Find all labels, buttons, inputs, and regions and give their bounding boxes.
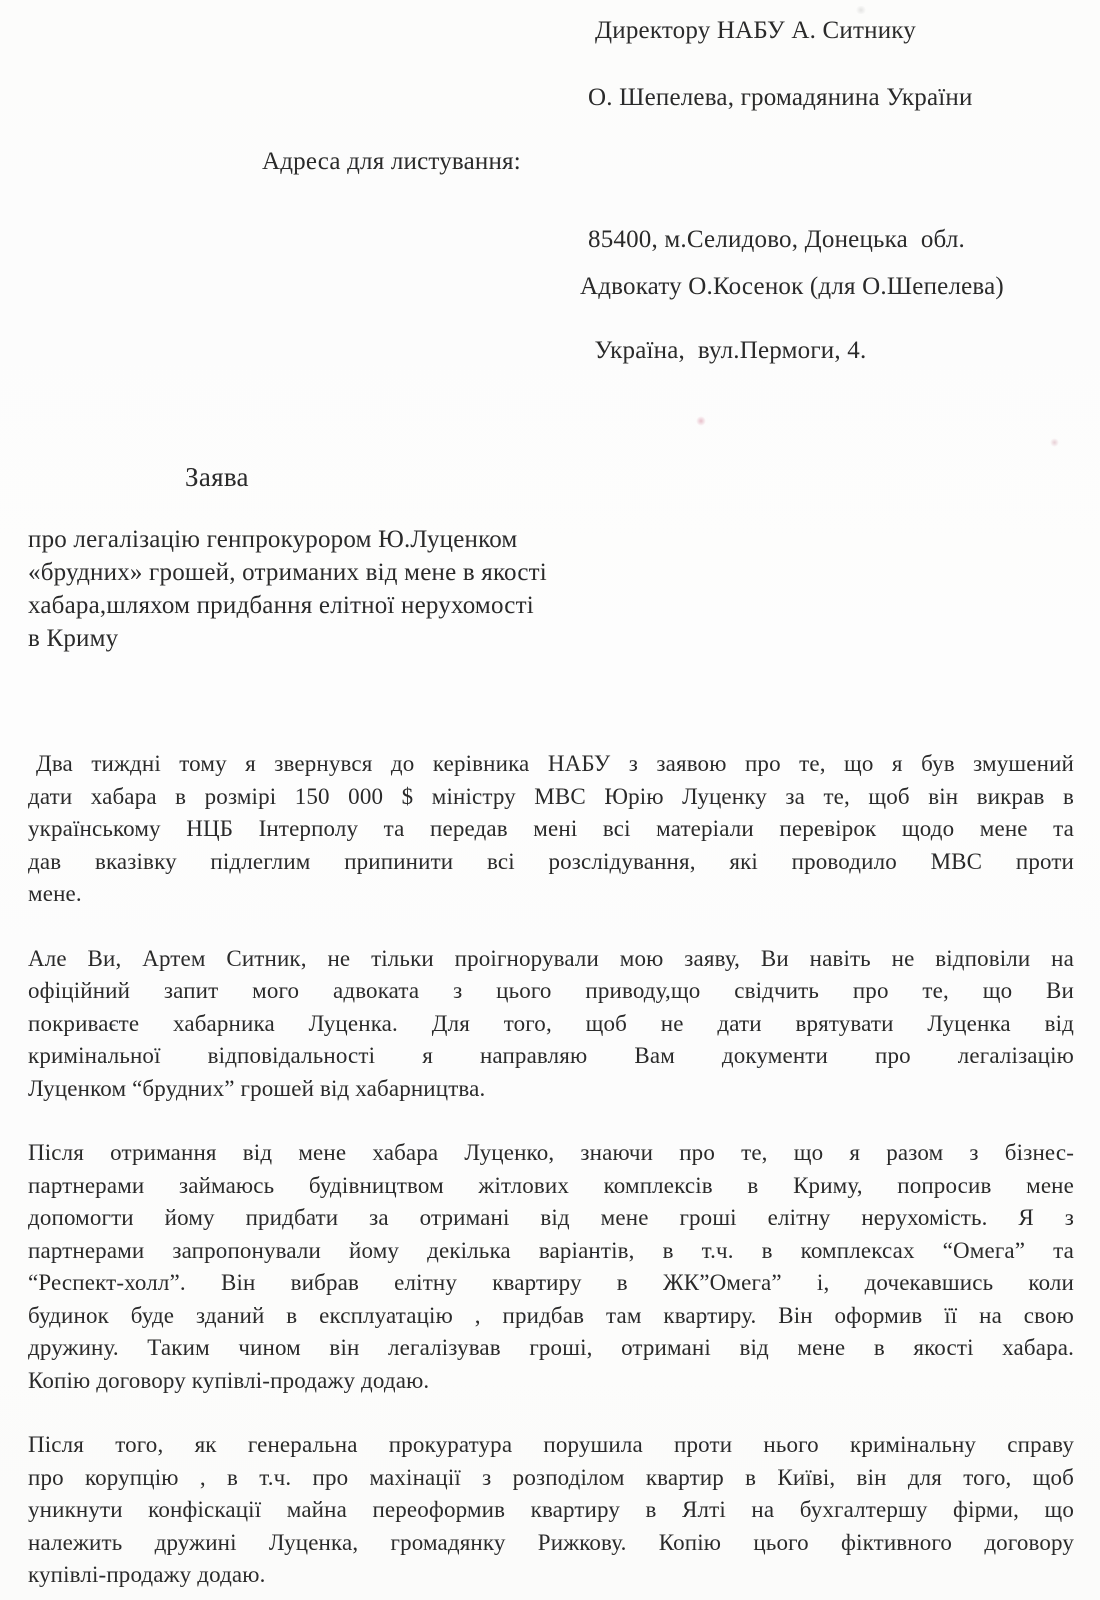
address-line-1: 85400, м.Селидово, Донецька обл.: [588, 226, 965, 253]
address-label: Адреса для листування:: [262, 148, 521, 175]
text-line: українському НЦБ Інтерполу та передав мені всі матеріали перевірок щодо мене та: [28, 816, 1074, 841]
text-line: партнерами запропонували йому декілька варіантів, в т.ч. в комплексах “Омега” та: [28, 1237, 1074, 1263]
document-body: [28, 748, 1074, 1600]
advocate-line: Адвокату О.Косенок (для О.Шепелева): [580, 273, 1004, 300]
text-line: кримінальної відповідальності я направляю Вам документи про легалізацію: [28, 1043, 1074, 1068]
text-line: дружину. Таким чином він легалізував гроші, отримані від мене в якості хабара.: [28, 1335, 1074, 1360]
text-line: «брудних» грошей, отриманих від мене в якості: [28, 559, 547, 586]
text-line: партнерами займаюсь будівництвом жітлових комплексів в Криму, попросив мене: [28, 1172, 1074, 1198]
text-line: хабара,шляхом придбання елітної нерухомості: [28, 592, 534, 619]
text-line: про легалізацію генпрокурором Ю.Луценком: [28, 526, 518, 553]
text-line: Копію договору купівлі-продажу додаю.: [28, 1367, 430, 1393]
text-line: Після того, як генеральна прокуратура порушила проти нього кримінальну справу: [28, 1432, 1074, 1457]
text-line: дати хабара в розмірі 150 000 $ міністру МВС Юрію Луценку за те, щоб він викрав в: [28, 783, 1074, 809]
recipient-line-1: Директору НАБУ А. Ситнику: [595, 17, 916, 44]
text-line: офіційний запит мого адвоката з цього приводу,що свідчить про те, що Ви: [28, 978, 1074, 1003]
text-line: Після отримання від мене хабара Луценко, знаючи про те, що я разом з бізнес-: [28, 1140, 1074, 1165]
text-line: про корупцію , в т.ч. про махінації з розподілом квартир в Київі, він для того, щоб: [28, 1464, 1074, 1490]
scan-artifact-pink-dot: [1050, 438, 1059, 447]
text-line: Луценком “брудних” грошей від хабарництва.: [28, 1075, 486, 1101]
text-line: дав вказівку підлеглим припинити всі розслідування, які проводило МВС проти: [28, 848, 1074, 874]
text-line: уникнути конфіскації майна переоформив квартиру в Ялті на бухгалтершу фірми, що: [28, 1497, 1074, 1522]
subject-block: [28, 523, 668, 655]
address-line-2: Україна, вул.Пермоги, 4.: [588, 337, 867, 364]
body-paragraph: [28, 943, 1074, 1106]
text-line: Але Ви, Артем Ситник, не тільки проігнорували мою заяву, Ви навіть не відповіли на: [28, 945, 1074, 971]
document-title: Заява: [185, 462, 249, 492]
text-line: допомогти йому придбати за отримані від мене гроші елітну нерухомість. Я з: [28, 1205, 1074, 1230]
text-line: Два тиждні тому я звернувся до керівника НАБУ з заявою про те, що я був змушений: [36, 751, 1074, 776]
text-line: “Респект-холл”. Він вибрав елітну квартиру в ЖК”Омега” і, дочекавшись коли: [28, 1270, 1074, 1295]
text-line: покриваєте хабарника Луценка. Для того, щоб не дати врятувати Луценка від: [28, 1010, 1074, 1036]
text-line: в Криму: [28, 625, 119, 652]
body-paragraph: [28, 1429, 1074, 1592]
text-line: купівлі-продажу додаю.: [28, 1562, 266, 1587]
text-line: належить дружині Луценка, громадянку Рижкову. Копію цього фіктивного договору: [28, 1529, 1074, 1555]
text-line: будинок буде зданий в експлуатацію , придбав там квартиру. Він оформив її на свою: [28, 1302, 1074, 1328]
text-line: мене.: [28, 881, 82, 906]
body-paragraph: [28, 748, 1074, 911]
body-paragraph: [28, 1137, 1074, 1397]
recipient-line-2: О. Шепелева, громадянина України: [588, 84, 973, 111]
scan-artifact-gray-smudge: [855, 6, 867, 14]
